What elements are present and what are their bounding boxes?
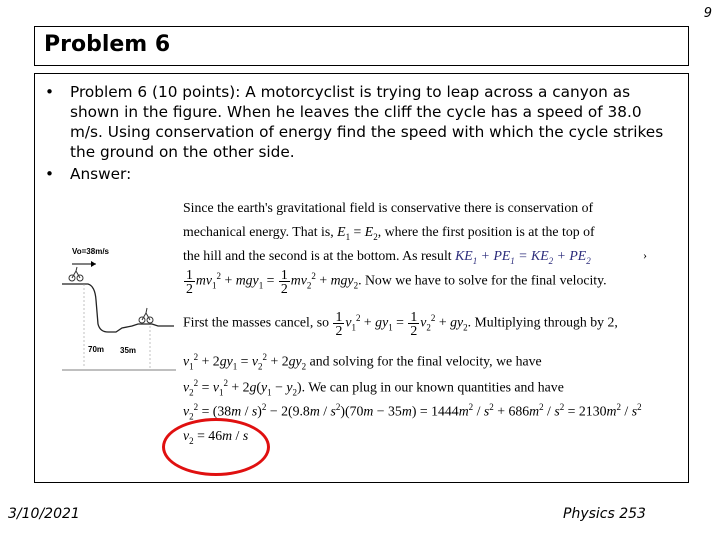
answer-label: Answer: [70,165,132,183]
solution-line-4: $\frac{1}{2}$ $mv_1^2 + mgy_1$ = $\frac{1}{2}$ $mv_2^2 + mgy_2$. Now we have to solve for the final velocity. [186,267,607,296]
solution-line-1: Since the earth's gravitational field is conservative there is conservation of [183,200,594,215]
bullet-dot: • [45,83,55,101]
solution-line-5-text: First the masses cancel, so [183,314,329,330]
bullet-problem [39,82,669,162]
bullet-list [39,82,669,184]
solution-line-4-text: . Now we have to solve for the final velocity. [358,272,607,288]
solution-line-8: $v_2^2 = (38m / s)^2 - 2(9.8m / s^2)(70m - 35m) = 1444m^2 / s^2 + 686m^2 / s^2 = 2130m^2 / s^2$ [183,402,642,422]
solution-line-6: $v_1^2 + 2gy_1 = v_2^2 + 2gy_2$ and solving for the final velocity, we have [183,352,542,372]
solution-line-3: the hill and the second is at the bottom. As result $KE_1 + PE_1 = KE_2 + PE_2$ [183,248,591,266]
solution-line-5: First the masses cancel, so $\frac{1}{2}$ $v_1^2 + gy_1$ = $\frac{1}{2}$ $v_2^2 + gy_2$. Multiplying through by 2, [183,309,618,338]
solution-line-2-text: mechanical energy. That is, [183,224,338,239]
solution-line-9: $v_2 = 46m / s$ [183,428,249,446]
cliff-outline [62,284,174,332]
answer-highlight-circle [162,418,270,476]
title-box [34,26,689,66]
canyon-figure [58,240,182,375]
slide-title: Problem 6 [44,32,171,57]
height2-label: 35m [120,346,137,355]
motorcycle-top-icon [69,267,83,281]
height1-label: 70m [88,345,105,354]
solution-line-3-text: the hill and the second is at the bottom. As result [183,248,456,263]
solution-line-7-text: . We can plug in our known quantities and have [301,379,564,395]
solution-line-2: mechanical energy. That is, $E_1 = E_2$, where the first position is at the top of [183,224,595,242]
solution-line-2-text-end: , where the first position is at the top of [377,224,595,239]
solution-line-6-text: and solving for the final velocity, we have [306,353,542,369]
speed-label: Vo=38m/s [72,247,109,256]
solution-line-5-text-end: . Multiplying through by 2, [467,314,618,330]
speed-arrowhead [91,261,96,267]
bullet-dot: • [45,165,55,183]
bullet-answer [39,164,669,184]
problem-text: Problem 6 (10 points): A motorcyclist is trying to leap across a canyon as shown in the figure. When he leaves the cliff the cycle has a speed of 38.0 m/s. Using conservation of energy find the speed with which the cycle strikes the ground on the other side. [70,83,664,161]
footer-date: 3/10/2021 [8,506,80,522]
slide-number: 9 [703,6,712,21]
arrow-glyph: › [643,248,647,262]
solution-line-7: $v_2^2 = v_1^2 + 2g(y_1 - y_2)$. We can plug in our known quantities and have [183,378,564,398]
footer-course: Physics 253 [563,506,646,522]
motorcycle-bottom-icon [139,308,153,323]
